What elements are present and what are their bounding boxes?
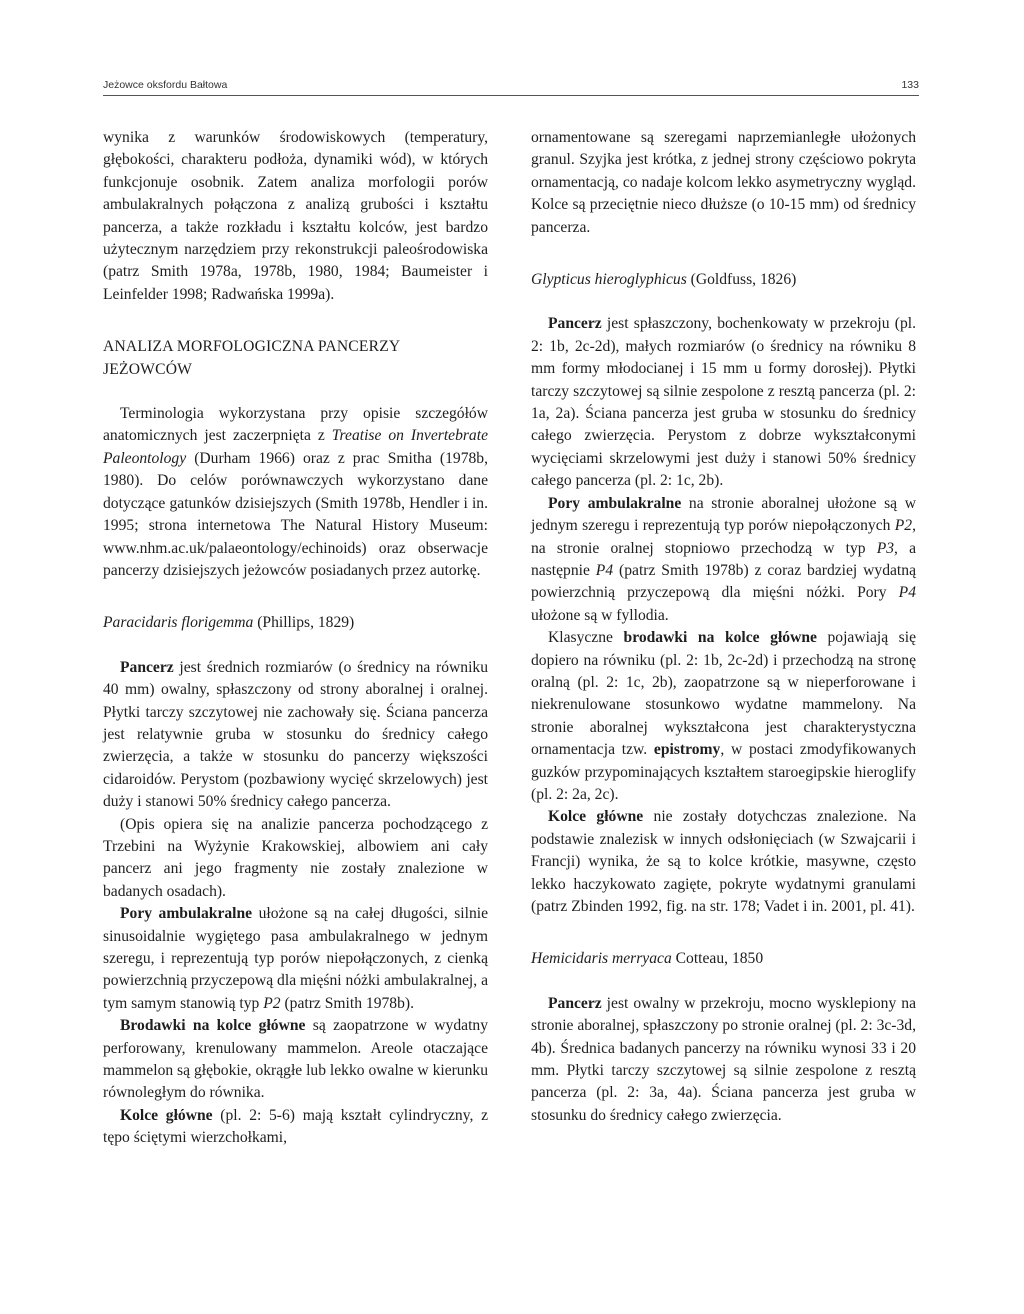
pory-paragraph: Pory ambulakralne na stronie aboralnej ułożone są w jednym szeregu i reprezentują typ porów niepołączonych P2, na stronie oralnej stopniowo przechodzą w typ P3, a następnie P4 (patrz Smith 1978b) z coraz bardziej wydatną powierzchnią przyczepową dla mięśni nóżki. Pory P4 ułożone są w fyllodia.: [531, 494, 916, 624]
left-column: [103, 127, 488, 1150]
kolce-paragraph: Kolce główne nie zostały dotychczas znalezione. Na podstawie znalezisk w innych odsłonięciach (w Szwajcarii i Francji) wynika, że są to kolce krótkie, masywne, często lekko haczykowato zagięte, pokryte wydatnymi granulami (patrz Zbinden 1992, fig. na str. 178; Vadet i in. 2001, pl. 41).: [531, 808, 917, 915]
page-number: 133: [901, 79, 919, 91]
species-heading-glypticus: Glypticus hieroglyphicus (Goldfuss, 1826): [531, 271, 797, 289]
right-column: [531, 127, 916, 1127]
section-heading: [103, 336, 488, 381]
pancerz-paragraph: Pancerz jest spłaszczony, bochenkowaty w przekroju (pl. 2: 1b, 2c-2d), małych rozmiarów (o średnicy na równiku 8 mm formy młodocianej i 15 mm u formy dorosłej). Płytki tarczy szczytowej są silnie zespolone z resztą pancerza (pl. 2: 1a, 2a). Ściana pancerza jest gruba w stosunku do średnicy całego zwierzęcia. Perystom z dobrze wykształconymi wycięciami skrzelowymi jest duży i stanowi 50% średnicy całego pancerza (pl. 2: 1c, 2b).: [531, 315, 916, 490]
section-heading-line1: ANALIZA MORFOLOGICZNA PANCERZY: [103, 338, 401, 356]
brodawki-paragraph: Klasyczne brodawki na kolce główne pojawiają się dopiero na równiku (pl. 2: 1b, 2c-2d) i przechodzą na stronę oralną (pl. 2: 1c, 2b), zaopatrzone są w nieperforowane i niekrenulowane stosunkowo wydatne mammelony. Na stronie aboralnej wykształcona jest charakterystyczna ornamentacja tzw. epistromy, w postaci zmodyfikowanych guzków przypominających kształtem staroegipskie hieroglify (pl. 2: 2a, 2c).: [531, 629, 916, 803]
brodawki-paragraph: Brodawki na kolce główne są zaopatrzone w wydatny perforowany, krenulowany mammelon. Areole otaczające mammelon są głębokie, okrągłe lub lekko owalne w kierunku równoległym do równika.: [103, 1017, 488, 1102]
species-heading-hemicidaris: Hemicidaris merryaca Cotteau, 1850: [531, 950, 764, 968]
terminology-paragraph: Terminologia wykorzystana przy opisie szczegółów anatomicznych jest zaczerpnięta z Treatise on Invertebrate Paleontology (Durham 1966) oraz z prac Smitha (1978b, 1980). Do celów porównawczych wykorzystano dane dotyczące gatunków dzisiejszych (Smith 1978b, Hendler i in. 1995; strona internetowa The Natural History Museum: www.nhm.ac.uk/palaeontology/echinoids) oraz obserwacje pancerzy dzisiejszych jeżowców posiadanych przez autorkę.: [103, 405, 488, 579]
pancerz-paragraph: Pancerz jest średnich rozmiarów (o średnicy na równiku 40 mm) owalny, spłaszczony od strony aboralnej i oralnej. Płytki tarczy szczytowej nie zachowały się. Ściana pancerza jest relatywnie gruba w stosunku do średnicy całego zwierzęcia, a także w stosunku do pancerzy większości cidaroidów. Perystom (pozbawiony wycięć skrzelowych) jest duży i stanowi 50% średnicy całego pancerza.: [103, 658, 488, 811]
continuation-paragraph: ornamentowane są szeregami naprzemianległe ułożonych granul. Szyjka jest krótka, z jednej strony częściowo pokryta ornamentacją, co nadaje kolcom lekko asymetryczny wygląd. Kolce są przeciętnie nieco dłuższe (o 10-15 mm) od średnicy pancerza.: [531, 129, 916, 236]
kolce-paragraph: Kolce główne (pl. 2: 5-6) mają kształt cylindryczny, z tępo ściętymi wierzchołkami,: [103, 1106, 488, 1147]
opis-paragraph: (Opis opiera się na analizie pancerza pochodzącego z Trzebini na Wyżynie Krakowskiej, albowiem ani cały pancerz ani jego fragmenty nie zostały znalezione w badanych osadach).: [103, 815, 488, 900]
species-name: Paracidaris florigemma: [103, 614, 254, 632]
running-header: [103, 79, 919, 96]
pory-paragraph: Pory ambulakralne ułożone są na całej długości, silnie sinusoidalnie wygiętego pasa ambulakralnego w jednym szeregu, i reprezentują typ porów niepołączonych, z cienką powierzchnią przyczepową dla mięśni nóżki ambulakralnej, a tym samym stanowią typ P2 (patrz Smith 1978b).: [103, 905, 488, 1012]
section-heading-line2: JEŻOWCÓW: [103, 360, 193, 378]
species-heading-paracidaris: Paracidaris florigemma (Phillips, 1829): [103, 614, 355, 632]
intro-paragraph: wynika z warunków środowiskowych (temperatury, głębokości, charakteru podłoża, dynamiki wód), w których funkcjonuje osobnik. Zatem analiza morfologii porów ambulakralnych połączona z analizą grubości i kształtu pancerza, a także rozkładu i kształtu kolców, jest bardzo użytecznym narzędziem przy rekonstrukcji paleośrodowiska (patrz Smith 1978a, 1978b, 1980, 1984; Baumeister i Leinfelder 1998; Radwańska 1999a).: [103, 129, 488, 303]
species-name: Glypticus hieroglyphicus: [531, 271, 687, 289]
species-name: Hemicidaris merryaca: [531, 950, 672, 968]
treatise-title: Treatise on Invertebrate Paleontology: [103, 427, 488, 467]
running-title: Jeżowce oksfordu Bałtowa: [103, 79, 228, 91]
pancerz-paragraph: Pancerz jest owalny w przekroju, mocno wysklepiony na stronie aboralnej, spłaszczony po stronie oralnej (pl. 2: 3c-3d, 4b). Średnica badanych pancerzy na równiku wynosi 33 i 20 mm. Płytki tarczy szczytowej są silnie zespolone z resztą pancerza (pl. 2: 3a, 4a). Ściana pancerza jest gruba w stosunku do średnicy całego zwierzęcia.: [531, 994, 916, 1124]
